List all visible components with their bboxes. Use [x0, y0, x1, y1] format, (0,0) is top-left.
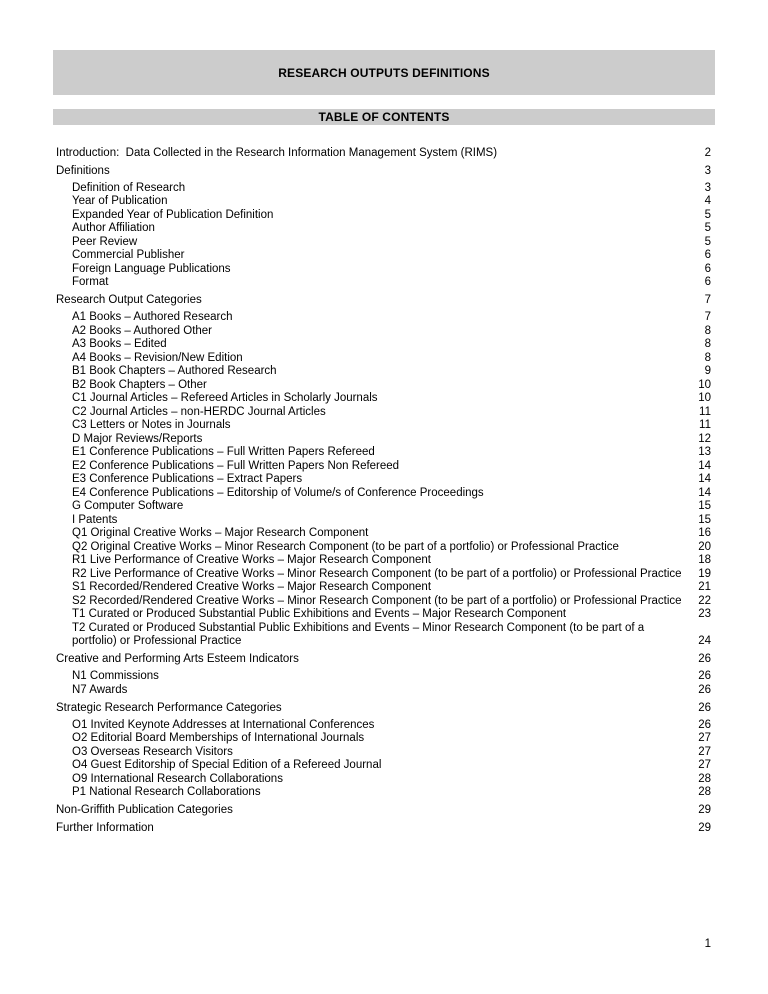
toc-entry — [56, 684, 711, 698]
toc-entry-page: 13 — [698, 446, 711, 458]
toc-entry — [56, 433, 711, 447]
toc-entry-page: 7 — [704, 294, 711, 306]
toc-entry-label: Peer Review — [72, 235, 138, 248]
toc-entry-page: 8 — [704, 351, 711, 364]
toc-entry — [56, 352, 711, 366]
toc-entry — [56, 406, 711, 420]
toc-entry — [56, 541, 711, 555]
toc-entry-label: Definition of Research — [72, 181, 186, 194]
toc-entry — [56, 195, 711, 209]
toc-entry — [56, 311, 711, 325]
toc-entry-page: 5 — [704, 208, 711, 221]
page-number: 1 — [704, 938, 711, 950]
toc-entry-label: N7 Awards — [72, 683, 128, 696]
toc-entry-label: G Computer Software — [72, 500, 184, 512]
toc-entry-label: Q1 Original Creative Works – Major Research Component — [72, 527, 369, 539]
toc-entry-page: 26 — [698, 683, 711, 696]
toc-entry-page: 19 — [698, 567, 711, 580]
toc-entry-page: 6 — [704, 262, 711, 275]
toc-entry — [56, 653, 711, 667]
toc-entry-label: N1 Commissions — [72, 670, 159, 682]
document-title: RESEARCH OUTPUTS DEFINITIONS — [278, 65, 490, 80]
toc-entry-page: 26 — [698, 701, 711, 714]
toc-entry — [56, 702, 711, 716]
toc-entry-label: E3 Conference Publications – Extract Papers — [72, 473, 303, 485]
toc-entry-page: 11 — [699, 405, 711, 418]
toc-heading-banner — [53, 109, 715, 125]
toc-entry-label: E4 Conference Publications – Editorship of Volume/s of Conference Proceedings — [72, 486, 484, 499]
toc-entry-page: 26 — [698, 653, 711, 665]
toc-entry — [56, 719, 711, 733]
toc-entry-page: 6 — [704, 276, 711, 288]
toc-entry-page: 28 — [698, 786, 711, 798]
toc-entry-page: 5 — [704, 222, 711, 234]
toc-entry-label: R2 Live Performance of Creative Works – Minor Research Component (to be part of a portfolio) or Professional Practice — [72, 567, 682, 580]
toc-entry-label: I Patents — [72, 513, 118, 526]
toc-entry-label: Non-Griffith Publication Categories — [56, 804, 233, 816]
toc-entry-page: 10 — [698, 392, 711, 404]
toc-entry-label: Further Information — [56, 822, 154, 834]
toc-entry-page: 14 — [698, 473, 711, 485]
toc-entry-page: 24 — [698, 635, 711, 647]
toc-entry — [56, 732, 711, 746]
toc-entry — [56, 804, 711, 818]
toc-entry-page: 11 — [699, 419, 711, 431]
toc-entry — [56, 263, 711, 277]
toc-entry-page: 27 — [698, 759, 711, 771]
toc-entry-label: A4 Books – Revision/New Edition — [72, 351, 243, 364]
toc-entry-page: 15 — [698, 500, 711, 512]
toc-entry-label: O3 Overseas Research Visitors — [72, 745, 233, 758]
toc-entry-page: 27 — [698, 745, 711, 758]
toc-entry-page: 21 — [698, 581, 711, 593]
toc-entry-label: Creative and Performing Arts Esteem Indicators — [56, 653, 299, 665]
toc-entry — [56, 325, 711, 339]
toc-entry — [56, 822, 711, 836]
toc-entry-page: 26 — [698, 670, 711, 682]
toc-entry — [56, 581, 711, 595]
toc-entry-label: O2 Editorial Board Memberships of International Journals — [72, 732, 365, 744]
toc-entry — [56, 419, 711, 433]
toc-entry-label: Q2 Original Creative Works – Minor Research Component (to be part of a portfolio) or Professional Practice — [72, 540, 619, 553]
toc-entry — [56, 527, 711, 541]
toc-entry — [56, 786, 711, 800]
toc-entry — [56, 622, 711, 649]
toc-entry — [56, 670, 711, 684]
toc-entry-label: O4 Guest Editorship of Special Edition of a Refereed Journal — [72, 759, 382, 771]
toc-entry-label: O1 Invited Keynote Addresses at International Conferences — [72, 718, 375, 731]
toc-entry — [56, 147, 711, 161]
toc-entry-label: S1 Recorded/Rendered Creative Works – Major Research Component — [72, 581, 432, 593]
toc-entry — [56, 759, 711, 773]
toc-entry-label: O9 International Research Collaborations — [72, 772, 283, 785]
toc-entry-label: Format — [72, 276, 109, 288]
toc-entry — [56, 608, 711, 622]
toc-entry-label: B1 Book Chapters – Authored Research — [72, 365, 277, 377]
toc-entry — [56, 487, 711, 501]
toc-entry-page: 26 — [698, 718, 711, 731]
toc-entry — [56, 165, 711, 179]
toc-list — [56, 142, 711, 839]
toc-entry-label: T1 Curated or Produced Substantial Public Exhibitions and Events – Major Research Component — [72, 608, 567, 620]
toc-heading: TABLE OF CONTENTS — [318, 110, 450, 124]
toc-entry-page: 20 — [698, 540, 711, 553]
toc-entry-label: S2 Recorded/Rendered Creative Works – Minor Research Component (to be part of a portfolio) or Professional Practice — [72, 594, 682, 607]
toc-entry — [56, 276, 711, 290]
toc-entry-label: Definitions — [56, 164, 110, 177]
document-title-banner — [53, 50, 715, 95]
toc-entry-label: A3 Books – Edited — [72, 338, 167, 350]
toc-entry — [56, 568, 711, 582]
toc-entry-page: 16 — [698, 527, 711, 539]
toc-entry-page: 15 — [698, 513, 711, 526]
toc-entry — [56, 773, 711, 787]
toc-entry — [56, 379, 711, 393]
toc-entry-page: 27 — [698, 732, 711, 744]
toc-entry — [56, 338, 711, 352]
toc-entry — [56, 365, 711, 379]
toc-entry-page: 8 — [704, 338, 711, 350]
toc-entry-label: Author Affiliation — [72, 222, 155, 234]
toc-entry — [56, 514, 711, 528]
toc-entry-page: 23 — [698, 608, 711, 620]
toc-entry — [56, 222, 711, 236]
toc-entry-label: R1 Live Performance of Creative Works – Major Research Component — [72, 554, 431, 566]
toc-entry — [56, 294, 711, 308]
toc-entry — [56, 595, 711, 609]
toc-entry-page: 29 — [698, 822, 711, 834]
toc-entry-label: C3 Letters or Notes in Journals — [72, 419, 231, 431]
toc-entry — [56, 460, 711, 474]
toc-entry-label: E2 Conference Publications – Full Written Papers Non Refereed — [72, 459, 400, 472]
toc-entry-page: 2 — [704, 146, 711, 159]
toc-entry-page: 29 — [698, 804, 711, 816]
toc-entry-page: 5 — [704, 235, 711, 248]
toc-entry — [56, 500, 711, 514]
toc-entry-page: 3 — [704, 164, 711, 177]
toc-entry-page: 28 — [698, 772, 711, 785]
toc-entry-page: 8 — [704, 324, 711, 337]
toc-entry — [56, 473, 711, 487]
toc-entry — [56, 446, 711, 460]
toc-entry — [56, 209, 711, 223]
toc-entry — [56, 182, 711, 196]
toc-entry-label: Commercial Publisher — [72, 249, 185, 261]
toc-entry-page: 14 — [698, 486, 711, 499]
toc-entry-page: 18 — [698, 554, 711, 566]
toc-entry-label: E1 Conference Publications – Full Written Papers Refereed — [72, 446, 375, 458]
toc-entry — [56, 236, 711, 250]
toc-entry-label: B2 Book Chapters – Other — [72, 378, 207, 391]
toc-entry-label: Foreign Language Publications — [72, 262, 231, 275]
toc-entry-label: Year of Publication — [72, 195, 168, 207]
toc-entry-label: C1 Journal Articles – Refereed Articles in Scholarly Journals — [72, 392, 378, 404]
toc-entry-page: 10 — [698, 378, 711, 391]
toc-entry-page: 14 — [698, 459, 711, 472]
toc-entry-page: 9 — [704, 365, 711, 377]
toc-entry — [56, 554, 711, 568]
toc-entry-label: Strategic Research Performance Categories — [56, 701, 282, 714]
toc-entry — [56, 392, 711, 406]
toc-entry-label: C2 Journal Articles – non-HERDC Journal Articles — [72, 405, 326, 418]
toc-entry-page: 3 — [704, 181, 711, 194]
toc-entry-page: 7 — [704, 311, 711, 323]
toc-entry-page: 4 — [704, 195, 711, 207]
toc-entry-label: Research Output Categories — [56, 294, 202, 306]
toc-entry — [56, 249, 711, 263]
toc-entry-label: Introduction: Data Collected in the Research Information Management System (RIMS) — [56, 146, 498, 159]
toc-entry-label: P1 National Research Collaborations — [72, 786, 261, 798]
toc-entry-label: Expanded Year of Publication Definition — [72, 208, 274, 221]
toc-entry-page: 12 — [698, 432, 711, 445]
toc-entry-label: T2 Curated or Produced Substantial Public Exhibitions and Events – Minor Research Component (to be part of a portfolio) or Professional Practice — [72, 621, 648, 647]
toc-entry-page: 22 — [698, 594, 711, 607]
toc-entry-label: D Major Reviews/Reports — [72, 432, 203, 445]
toc-entry-label: A2 Books – Authored Other — [72, 324, 213, 337]
toc-entry-page: 6 — [704, 249, 711, 261]
toc-entry-label: A1 Books – Authored Research — [72, 311, 233, 323]
toc-entry — [56, 746, 711, 760]
